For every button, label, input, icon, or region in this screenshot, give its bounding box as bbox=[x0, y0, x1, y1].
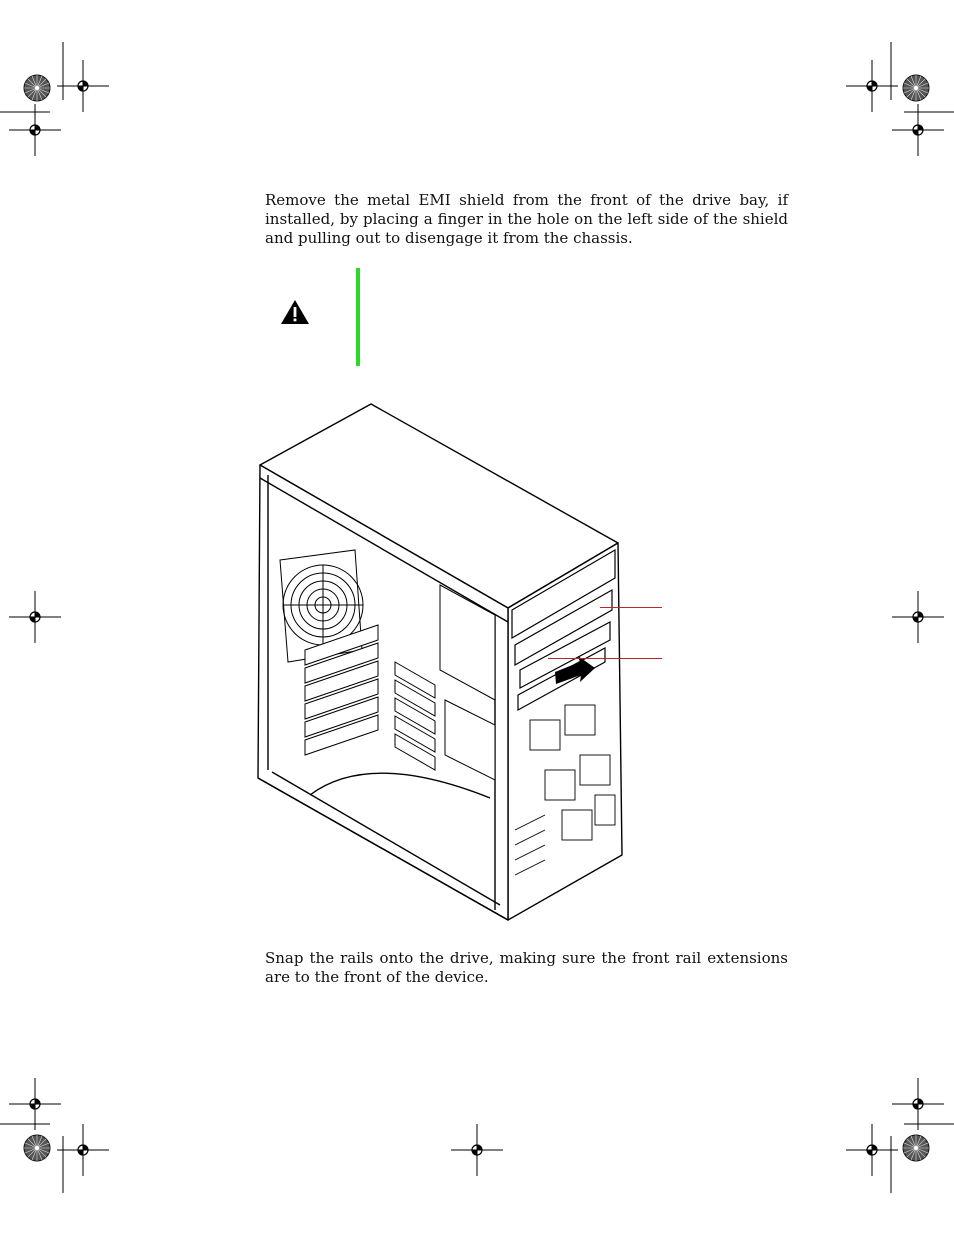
starburst-mark-top-left bbox=[24, 75, 50, 101]
instruction-paragraph-remove-emi-shield: Remove the metal EMI shield from the front of the drive bay, if installed, by placing a finger in the hole on the left side of the shield and pulling out to disengage it from the chassis. bbox=[265, 191, 788, 247]
warning-triangle-icon bbox=[279, 298, 311, 326]
instruction-paragraph-snap-rails: Snap the rails onto the drive, making sure the front rail extensions are to the front of the device. bbox=[265, 949, 788, 986]
chassis-illustration bbox=[250, 400, 670, 925]
warning-accent-bar bbox=[356, 268, 360, 366]
starburst-mark-bottom-left bbox=[24, 1135, 50, 1161]
starburst-mark-top-right bbox=[903, 75, 929, 101]
starburst-mark-bottom-right bbox=[903, 1135, 929, 1161]
callout-line-emi-shield bbox=[548, 658, 662, 659]
callout-line-drive-rails bbox=[600, 607, 662, 608]
